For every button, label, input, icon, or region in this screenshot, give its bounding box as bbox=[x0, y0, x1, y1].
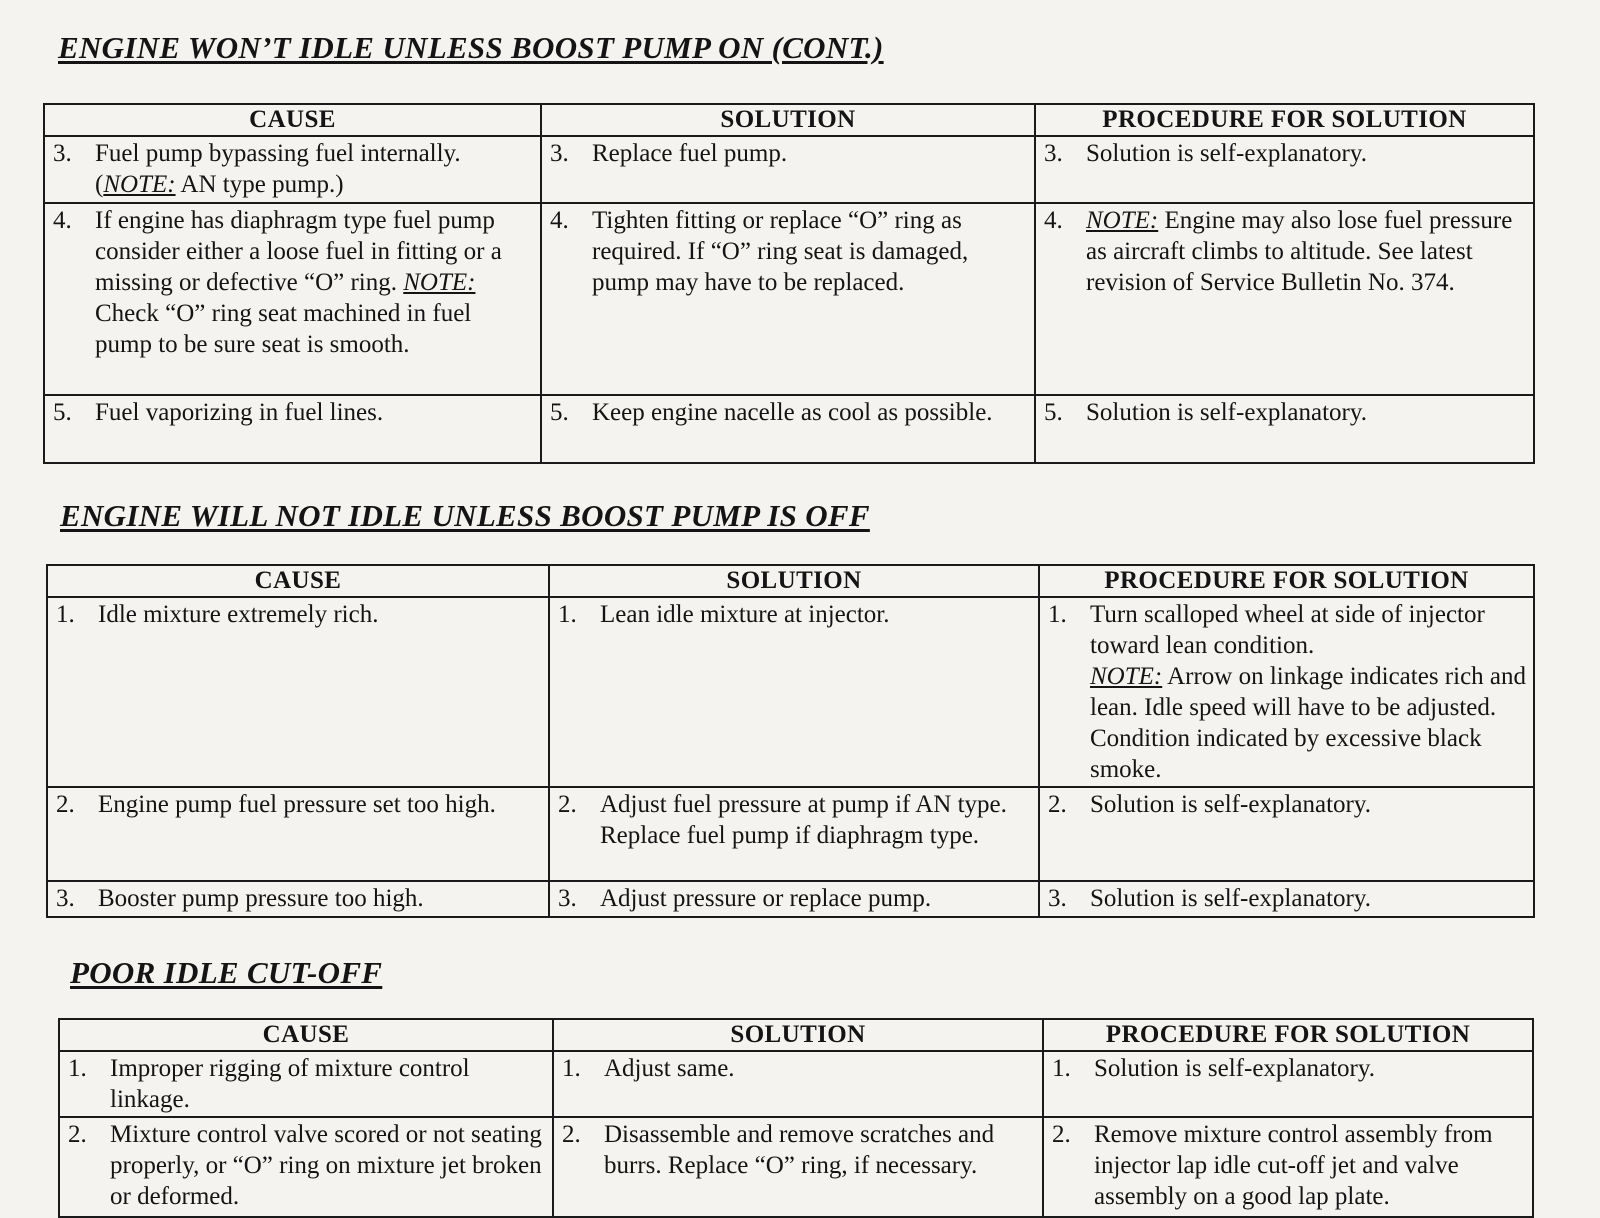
section-title-boost-pump-on: ENGINE WON’T IDLE UNLESS BOOST PUMP ON (CONT.) bbox=[58, 30, 884, 65]
procedure-cell: 1. Turn scalloped wheel at side of injector toward lean condition. NOTE: Arrow on linkage indicates rich and lean. Idle speed will have to be adjusted. Condition indicated by excessive black smoke. bbox=[1039, 597, 1534, 787]
solution-cell: 1. Adjust same. bbox=[553, 1051, 1043, 1117]
table-row bbox=[44, 203, 1534, 395]
procedure-cell: 2. Solution is self-explanatory. bbox=[1039, 787, 1534, 881]
solution-cell: 3. Adjust pressure or replace pump. bbox=[549, 881, 1039, 917]
header-solution: SOLUTION bbox=[541, 104, 1035, 136]
table-row bbox=[59, 1051, 1533, 1117]
table-row bbox=[44, 395, 1534, 463]
solution-cell: 2. Adjust fuel pressure at pump if AN type. Replace fuel pump if diaphragm type. bbox=[549, 787, 1039, 881]
note-label: NOTE: bbox=[403, 269, 476, 296]
procedure-cell: 4. NOTE: Engine may also lose fuel pressure as aircraft climbs to altitude. See latest revision of Service Bulletin No. 374. bbox=[1035, 203, 1534, 395]
cause-cell: 4. If engine has diaphragm type fuel pump consider either a loose fuel in fitting or a missing or defective “O” ring. NOTE: Check “O” ring seat machined in fuel pump to be sure seat is smooth. bbox=[44, 203, 541, 395]
procedure-cell: 3. Solution is self-explanatory. bbox=[1035, 136, 1534, 203]
troubleshooting-table-boost-pump-on bbox=[43, 103, 1535, 464]
table-row bbox=[47, 597, 1534, 787]
table-row bbox=[47, 787, 1534, 881]
header-procedure: PROCEDURE FOR SOLUTION bbox=[1035, 104, 1534, 136]
header-cause: CAUSE bbox=[59, 1019, 553, 1051]
procedure-cell: 3. Solution is self-explanatory. bbox=[1039, 881, 1534, 917]
solution-cell: 1. Lean idle mixture at injector. bbox=[549, 597, 1039, 787]
header-solution: SOLUTION bbox=[549, 565, 1039, 597]
header-solution: SOLUTION bbox=[553, 1019, 1043, 1051]
header-cause: CAUSE bbox=[47, 565, 549, 597]
cause-cell: 1. Idle mixture extremely rich. bbox=[47, 597, 549, 787]
cause-cell: 1. Improper rigging of mixture control linkage. bbox=[59, 1051, 553, 1117]
solution-cell: 3. Replace fuel pump. bbox=[541, 136, 1035, 203]
table-row bbox=[47, 881, 1534, 917]
cause-cell: 2. Engine pump fuel pressure set too high. bbox=[47, 787, 549, 881]
note-label: NOTE: bbox=[103, 171, 176, 198]
note-label: NOTE: bbox=[1090, 663, 1163, 690]
troubleshooting-table-boost-pump-off bbox=[46, 564, 1535, 918]
table-row bbox=[44, 136, 1534, 203]
header-procedure: PROCEDURE FOR SOLUTION bbox=[1043, 1019, 1533, 1051]
header-procedure: PROCEDURE FOR SOLUTION bbox=[1039, 565, 1534, 597]
note-label: NOTE: bbox=[1086, 207, 1159, 234]
section-title-poor-idle-cutoff: POOR IDLE CUT-OFF bbox=[70, 955, 383, 990]
cause-cell: 5. Fuel vaporizing in fuel lines. bbox=[44, 395, 541, 463]
solution-cell: 4. Tighten fitting or replace “O” ring as required. If “O” ring seat is damaged, pump may have to be replaced. bbox=[541, 203, 1035, 395]
procedure-cell: 1. Solution is self-explanatory. bbox=[1043, 1051, 1533, 1117]
solution-cell: 2. Disassemble and remove scratches and burrs. Replace “O” ring, if necessary. bbox=[553, 1117, 1043, 1217]
procedure-cell: 2. Remove mixture control assembly from injector lap idle cut-off jet and valve assembly on a good lap plate. bbox=[1043, 1117, 1533, 1217]
header-cause: CAUSE bbox=[44, 104, 541, 136]
section-title-boost-pump-off: ENGINE WILL NOT IDLE UNLESS BOOST PUMP IS OFF bbox=[60, 498, 870, 533]
cause-cell: 3. Fuel pump bypassing fuel internally. (NOTE: AN type pump.) bbox=[44, 136, 541, 203]
procedure-cell: 5. Solution is self-explanatory. bbox=[1035, 395, 1534, 463]
cause-cell: 2. Mixture control valve scored or not seating properly, or “O” ring on mixture jet broken or deformed. bbox=[59, 1117, 553, 1217]
troubleshooting-table-poor-idle-cutoff bbox=[58, 1018, 1534, 1218]
cause-cell: 3. Booster pump pressure too high. bbox=[47, 881, 549, 917]
table-row bbox=[59, 1117, 1533, 1217]
solution-cell: 5. Keep engine nacelle as cool as possible. bbox=[541, 395, 1035, 463]
